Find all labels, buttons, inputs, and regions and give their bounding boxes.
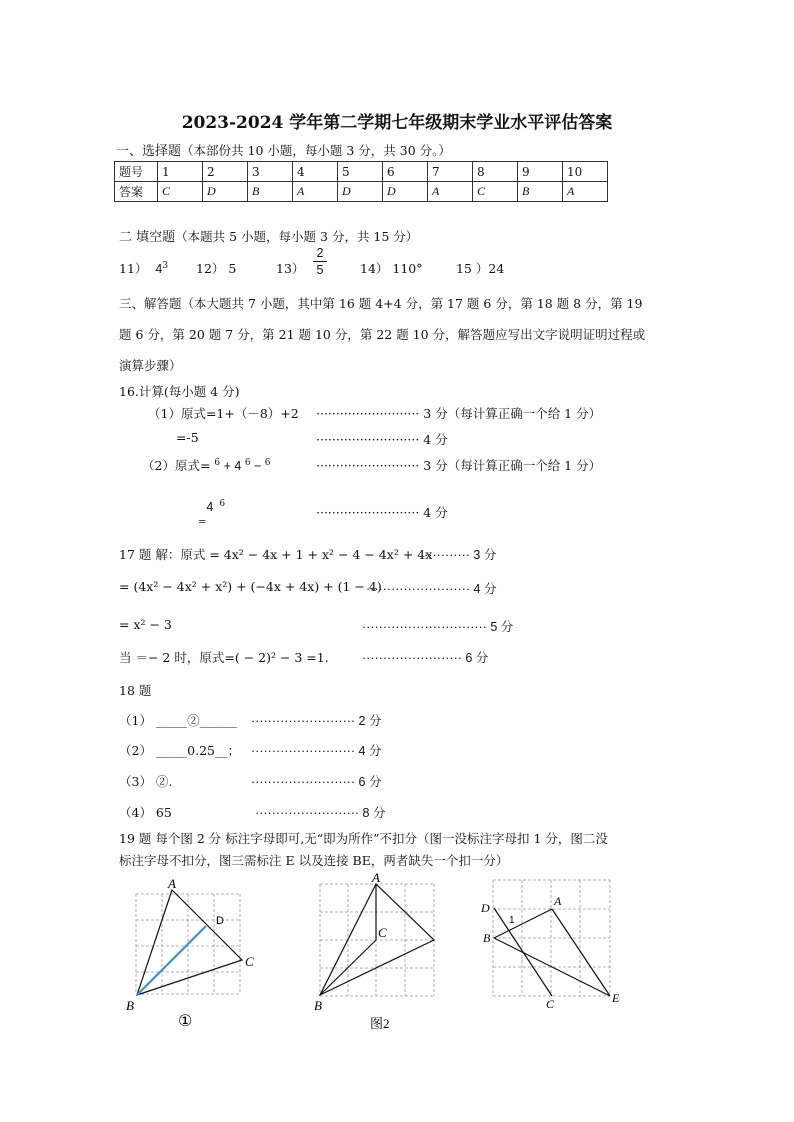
q16-line3-mid: + 4 — [220, 459, 245, 473]
q18-line4: （4） 65 — [119, 805, 172, 820]
table-cell: 4 — [293, 162, 338, 182]
table-row-numbers — [115, 162, 608, 182]
table-cell: D — [338, 182, 383, 202]
label-b: B — [483, 931, 491, 945]
section1-header — [116, 140, 451, 159]
q18-heading: 18 题 — [119, 683, 152, 698]
exponent: 6 — [264, 457, 271, 468]
figure-2-grid — [320, 884, 434, 996]
figure-2 — [308, 870, 448, 1035]
q13-numerator: 2 — [316, 246, 324, 260]
q19-line1: 19 题 每个图 2 分 标注字母即可,无“即为所作”不扣分（图一没标注字母扣 1 分，图二没 — [119, 831, 608, 846]
label-c: C — [546, 997, 555, 1011]
q16-line2: =-5 — [176, 430, 199, 445]
label-d: D — [481, 901, 490, 915]
q16-line3-minus: − — [250, 459, 265, 473]
label-a: A — [554, 894, 562, 908]
table-cell: D — [383, 182, 428, 202]
q16-line4-base: 4 — [206, 500, 214, 515]
answer-table — [114, 161, 608, 202]
figure-1-caption: ① — [178, 1011, 193, 1030]
q16-line1-score: ·························· 3 分（每计算正确一个给 1 分） — [316, 406, 602, 421]
q15-answer: 15 ）24 — [456, 261, 505, 276]
segment-bd — [137, 926, 206, 995]
segment-be — [494, 938, 610, 996]
label-c: C — [378, 925, 387, 940]
section3-line1: 三、解答题（本大题共 7 小题，其中第 16 题 4+4 分，第 17 题 6 分，第 18 题 8 分，第 19 — [119, 296, 643, 311]
exponent: 6 — [219, 499, 226, 509]
table-cell: A — [293, 182, 338, 202]
section3-line3: 演算步骤） — [119, 358, 182, 373]
q18-line1: （1） _____②______ — [119, 713, 238, 728]
section2-heading: 二 填空题 — [119, 230, 176, 245]
angle-label: 1 — [509, 915, 515, 926]
table-cell: 答案 — [115, 182, 158, 202]
q18-line2: （2） _____0.25__； — [119, 743, 241, 758]
table-cell: B — [518, 182, 563, 202]
q13-fraction — [313, 246, 327, 277]
table-cell: B — [248, 182, 293, 202]
q17-line1: 17 题 解：原式 = 4x² − 4x + 1 + x² − 4 − 4x² + 4x — [119, 547, 433, 562]
q17-line4-score: ························ 6 分 — [362, 651, 489, 665]
table-row-answers — [115, 182, 608, 202]
label-c: C — [245, 954, 254, 969]
figure-1 — [120, 872, 260, 1032]
table-cell: 3 — [248, 162, 293, 182]
q17-line2: = (4x² − 4x² + x²) + (−4x + 4x) + (1 − 4) — [119, 579, 382, 594]
q14-answer: 14） 110° — [360, 261, 423, 276]
table-cell: A — [428, 182, 473, 202]
q17-line3-score: ······························ 5 分 — [362, 620, 514, 634]
q17-line4: 当 ＝− 2 时，原式=( − 2)² − 3 =1. — [119, 650, 329, 665]
exponent: 6 — [244, 457, 251, 468]
section2-header — [119, 226, 418, 245]
table-cell: 10 — [563, 162, 608, 182]
table-cell: D — [203, 182, 248, 202]
q11-label: 11） — [119, 261, 148, 276]
q11-answer — [119, 259, 168, 277]
section2-note: （本题共 5 小题，每小题 3 分，共 15 分） — [175, 229, 419, 244]
figure-2-caption: 图2 — [370, 1016, 390, 1031]
table-cell: C — [473, 182, 518, 202]
q17-line3: = x² − 3 — [119, 617, 172, 632]
segment-ba — [494, 909, 552, 938]
q12-answer: 12） 5 — [196, 261, 237, 276]
figure-3 — [478, 872, 628, 1012]
q13-denominator: 5 — [316, 263, 324, 277]
q16-line4-score: ·························· 4 分 — [316, 505, 448, 520]
table-cell: A — [563, 182, 608, 202]
q16-line3-score: ·························· 3 分（每计算正确一个给 1 分） — [316, 458, 602, 473]
table-cell: 2 — [203, 162, 248, 182]
page-title: 2023-2024 学年第二学期七年级期末学业水平评估答案 — [181, 113, 613, 133]
q11-exponent: 3 — [162, 260, 169, 271]
label-e: E — [612, 991, 620, 1005]
label-b: B — [314, 998, 322, 1013]
label-a: A — [168, 876, 176, 891]
exponent: 6 — [214, 457, 221, 468]
q19-line2: 标注字母不扣分，图三需标注 E 以及连接 BE，两者缺失一个扣一分） — [119, 853, 509, 868]
table-cell: 5 — [338, 162, 383, 182]
table-cell: 6 — [383, 162, 428, 182]
table-cell: C — [158, 182, 203, 202]
section1-heading: 一、选择题 — [116, 144, 182, 159]
q18-line4-score: ························· 8 分 — [255, 806, 386, 820]
q17-line2-score: ························· 4 分 — [366, 582, 497, 596]
q16-heading: 16.计算(每小题 4 分) — [119, 384, 240, 399]
q16-line3 — [142, 456, 271, 474]
q16-line2-score: ·························· 4 分 — [316, 432, 448, 447]
q18-line3-score: ························· 6 分 — [251, 775, 382, 789]
table-cell: 题号 — [115, 162, 158, 182]
q13-label: 13） — [276, 261, 305, 276]
segment-ae — [552, 909, 610, 996]
label-d: D — [216, 915, 224, 927]
q18-line3: （3） ②. — [119, 774, 173, 789]
q18-line1-score: ························· 2 分 — [251, 714, 382, 728]
section1-note: （本部份共 10 小题，每小题 3 分，共 30 分。） — [181, 143, 451, 158]
q16-line1: （1）原式=1+（－8）+2 — [148, 406, 299, 421]
table-cell: 9 — [518, 162, 563, 182]
q16-line4-equals: = — [198, 517, 207, 529]
fraction-bar — [313, 261, 327, 262]
q18-line2-score: ························· 4 分 — [251, 744, 382, 758]
table-cell: 1 — [158, 162, 203, 182]
section3-line2: 题 6 分，第 20 题 7 分，第 21 题 10 分，第 22 题 10 分，解答题应写出文字说明证明过程或 — [119, 327, 646, 342]
q17-line1-score: ············ 3 分 — [420, 548, 497, 562]
figure-3-grid — [493, 880, 610, 996]
q16-line3-prefix: （2）原式= — [142, 458, 215, 473]
label-a: A — [372, 870, 380, 885]
label-b: B — [126, 998, 134, 1013]
q16-line4 — [198, 499, 226, 529]
table-cell: 7 — [428, 162, 473, 182]
table-cell: 8 — [473, 162, 518, 182]
q11-base: 4 — [155, 262, 163, 276]
